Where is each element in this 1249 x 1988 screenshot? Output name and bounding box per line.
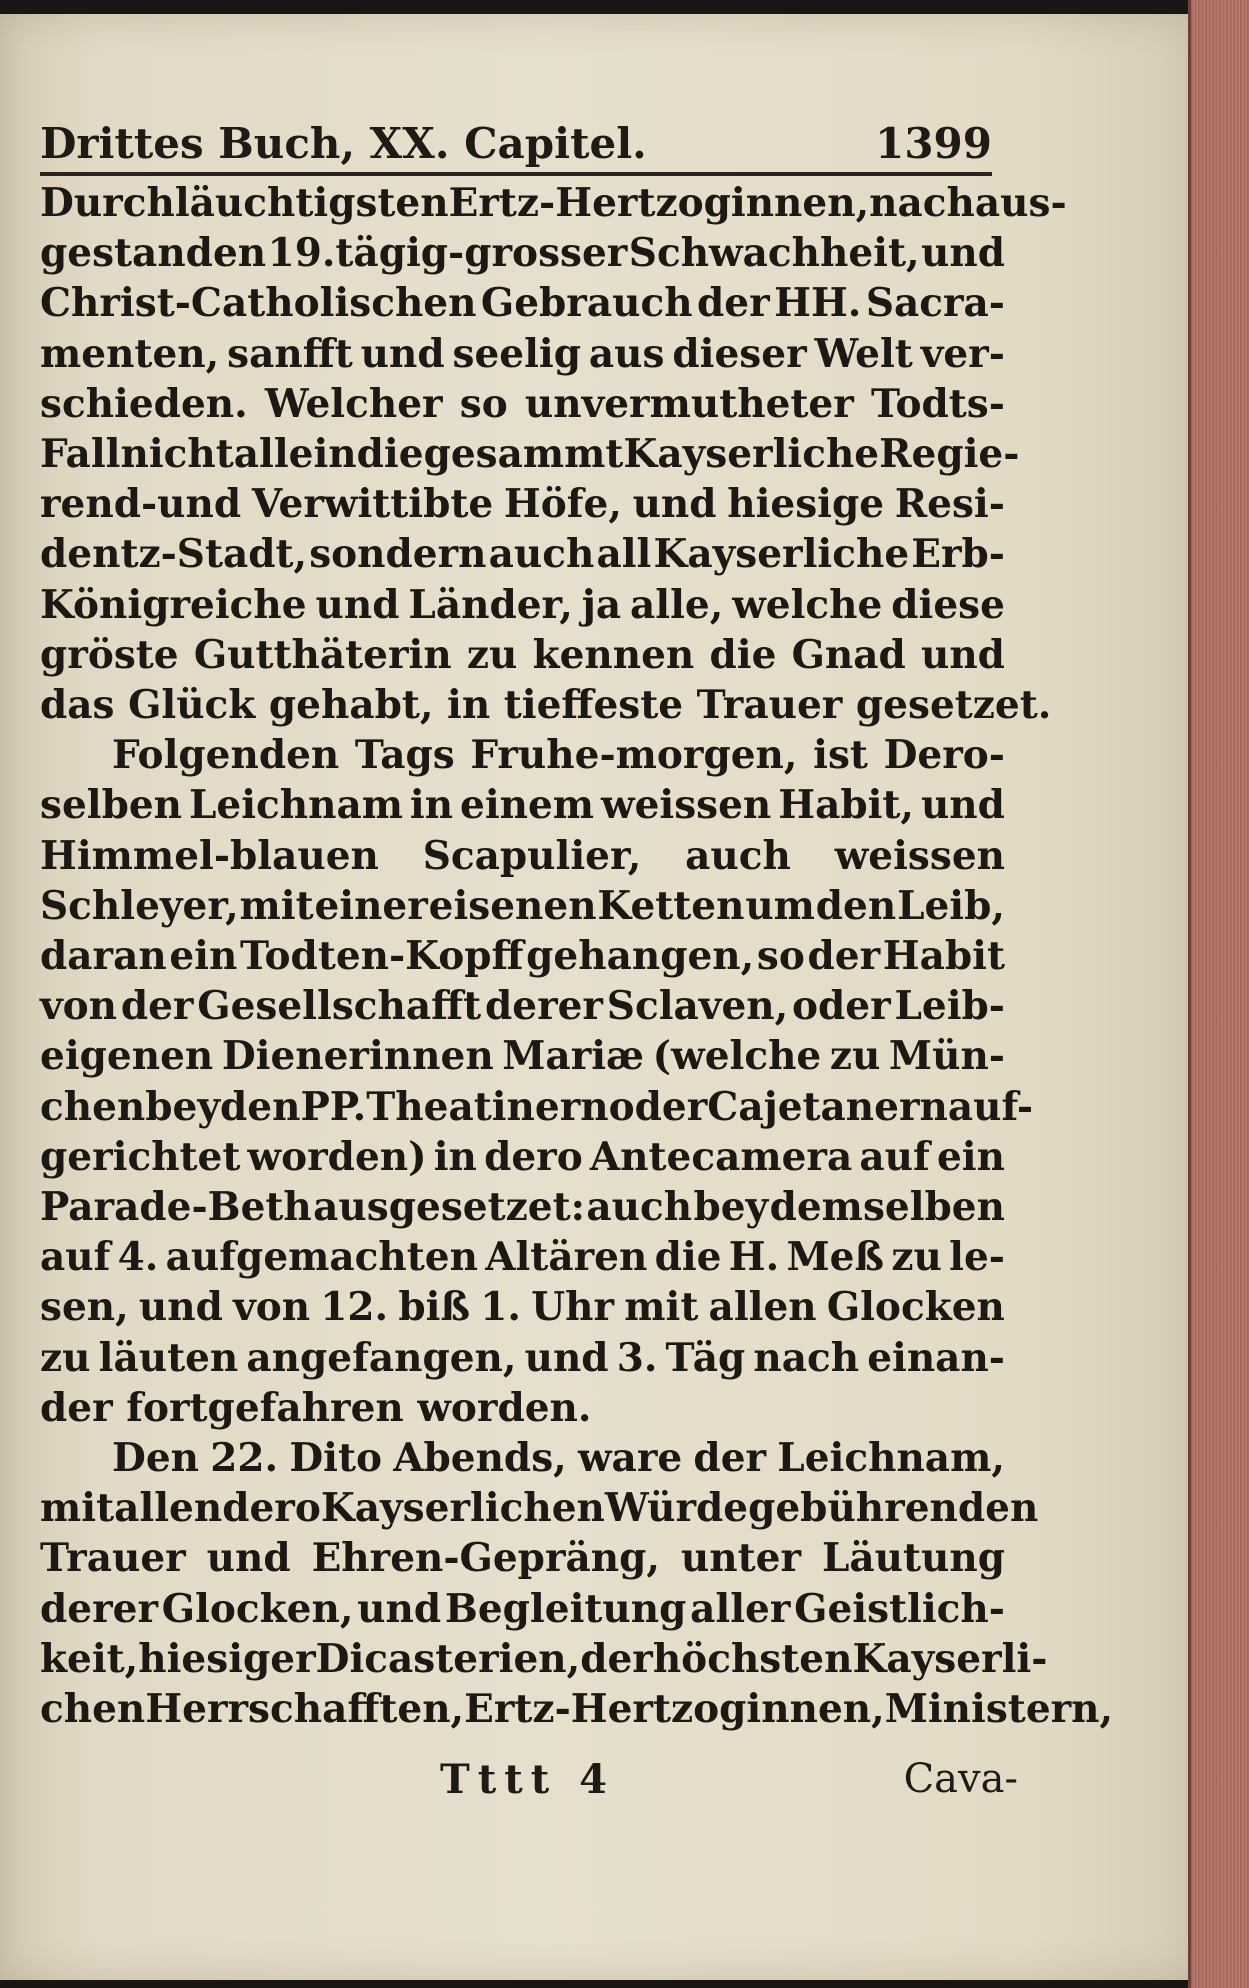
word: H.	[728, 1234, 780, 1281]
word: Antecamera	[589, 1133, 853, 1180]
text-line	[40, 1082, 1034, 1132]
word: und	[632, 481, 717, 528]
text-line	[40, 278, 1005, 328]
catchword: Cava-	[903, 1756, 1018, 1802]
word: PP.	[300, 1083, 367, 1130]
word: allen	[708, 1284, 817, 1331]
word: dentz-Stadt,	[40, 531, 308, 578]
word: Den	[112, 1435, 199, 1482]
word: Theatinern	[366, 1083, 609, 1130]
text-line	[40, 730, 1005, 780]
word: unter	[680, 1535, 802, 1582]
word: Cajetanern	[707, 1083, 948, 1130]
word: und	[138, 1284, 223, 1331]
word: Himmel-blauen	[40, 832, 379, 879]
book-page-edge	[1188, 0, 1249, 1988]
word: biß	[398, 1284, 471, 1331]
word: Trauer	[40, 1535, 186, 1582]
word: ist	[813, 732, 868, 779]
word: gebührenden	[748, 1485, 1039, 1532]
word: gehangen,	[526, 933, 755, 980]
word: Fall	[40, 431, 121, 478]
word: weissen	[601, 782, 772, 829]
text-line	[40, 1634, 1048, 1684]
word: läuten	[98, 1334, 239, 1381]
word: schieden.	[40, 380, 248, 427]
word: le-	[949, 1234, 1005, 1281]
word: einem	[460, 782, 595, 829]
word: und	[206, 1535, 291, 1582]
word: selben	[40, 782, 183, 829]
word: Erb-	[911, 531, 1005, 578]
word: gröste	[40, 631, 179, 678]
word: 22.	[210, 1435, 279, 1482]
word: Würde	[604, 1485, 749, 1532]
word: den	[220, 1083, 301, 1130]
word: auch	[488, 531, 595, 578]
text-line	[40, 780, 1005, 830]
word: zu	[891, 1234, 942, 1281]
word: nach	[869, 180, 975, 226]
word: seelig	[452, 330, 581, 377]
word: sanfft	[227, 330, 353, 377]
word: diese	[891, 581, 1005, 628]
word: ein	[936, 1133, 1005, 1180]
word: chen	[40, 1083, 146, 1130]
word: der	[120, 983, 194, 1030]
word: aus	[588, 330, 665, 377]
word: Dito	[289, 1435, 382, 1482]
text-line	[40, 881, 1005, 931]
word: keit,	[40, 1635, 139, 1682]
text-line	[40, 1684, 1114, 1734]
word: zu	[466, 631, 518, 678]
word: ware	[577, 1435, 683, 1482]
word: Dero-	[883, 732, 1005, 779]
word: nach	[753, 1334, 860, 1381]
word: höchsten	[652, 1635, 853, 1682]
text-line	[40, 1282, 1005, 1332]
word: die	[709, 631, 777, 678]
word: mit	[40, 1485, 115, 1532]
word: zu	[40, 1334, 91, 1381]
word: Folgenden	[112, 732, 340, 779]
text-line	[40, 1483, 1039, 1533]
word: Durchläuchtigsten	[40, 180, 449, 226]
word: und	[360, 330, 445, 377]
running-header	[40, 112, 992, 168]
word: Leichnam,	[777, 1435, 1005, 1482]
text-line	[40, 228, 1005, 278]
word: Todten-Kopff	[239, 933, 524, 980]
word: Meß	[786, 1234, 885, 1281]
word: Länder,	[408, 581, 573, 628]
word: auch	[586, 1184, 693, 1231]
word: Kayserliche	[623, 431, 880, 478]
word: Sclaven,	[606, 983, 789, 1030]
word: Begleitung	[444, 1585, 687, 1632]
word: Glocken,	[161, 1585, 354, 1632]
word: Gebrauch	[480, 280, 693, 327]
word: Resi-	[894, 481, 1005, 528]
text-line	[40, 1132, 1005, 1182]
word: Scapulier,	[422, 832, 642, 879]
word: dero	[484, 1133, 583, 1180]
word: ja	[581, 581, 622, 628]
word: Schleyer,	[40, 882, 239, 929]
word: aus-	[974, 180, 1067, 226]
text-line	[40, 981, 1005, 1031]
word: gesammt	[423, 431, 624, 478]
text-line	[40, 1333, 1005, 1383]
word: auf	[859, 1133, 930, 1180]
text-line	[40, 1584, 1005, 1634]
word: Schwachheit,	[628, 230, 920, 277]
page-number: 1399	[875, 119, 992, 168]
word: hiesiger	[138, 1635, 316, 1682]
word: Glocken	[826, 1284, 1005, 1331]
word: daran	[40, 933, 167, 980]
word: und	[921, 230, 1005, 277]
word: Kayserliche	[653, 531, 910, 578]
word: Altären	[485, 1234, 648, 1281]
word: Regie-	[879, 431, 1020, 478]
word: auch	[685, 832, 791, 879]
word: chen	[40, 1686, 146, 1733]
word: Parade-Beth	[40, 1184, 312, 1231]
header-title: Drittes Buch, XX. Capitel.	[40, 119, 647, 168]
text-line	[40, 1232, 1005, 1282]
word: eisenen	[428, 882, 597, 929]
word: rend-und	[40, 481, 242, 528]
word: die	[654, 1234, 722, 1281]
word: mit	[239, 882, 314, 929]
word: 3.	[616, 1334, 658, 1381]
word: und	[524, 1334, 609, 1381]
word: Kayserlichen	[320, 1485, 605, 1532]
word: sen,	[40, 1284, 129, 1331]
text-line	[40, 1533, 1005, 1583]
word: Welt	[814, 330, 913, 377]
word: Herrschafften,	[145, 1686, 465, 1733]
word: aufgemachten	[165, 1234, 478, 1281]
word: HH.	[774, 280, 862, 327]
word: der	[580, 1635, 653, 1682]
word: Geistlich-	[794, 1585, 1005, 1632]
word: mit	[624, 1284, 699, 1331]
word: und	[357, 1585, 442, 1632]
word: Kayserli-	[852, 1635, 1048, 1682]
word: einan-	[867, 1334, 1005, 1381]
word: angefangen,	[246, 1334, 517, 1381]
text-line	[40, 831, 1005, 881]
word: gerichtet	[40, 1133, 241, 1180]
word: in	[409, 782, 454, 829]
text-line	[40, 580, 1005, 630]
word: derer	[484, 983, 603, 1030]
word: um	[745, 882, 815, 929]
word: der	[693, 1435, 767, 1482]
word: weissen	[834, 832, 1005, 879]
word: 19.tägig-grosser	[267, 230, 628, 277]
word: so	[756, 933, 805, 980]
word: von	[40, 983, 118, 1030]
text-line	[40, 529, 1005, 579]
word: dieser	[672, 330, 807, 377]
word: der	[807, 933, 881, 980]
word: und	[920, 782, 1005, 829]
word: Läutung	[821, 1535, 1005, 1582]
word: allen	[114, 1485, 223, 1532]
word: Habit,	[778, 782, 915, 829]
word: die	[356, 431, 424, 478]
text-line	[40, 931, 1005, 981]
text-line	[40, 379, 1005, 429]
word: Leib,	[897, 882, 1005, 929]
word: in	[433, 1133, 477, 1180]
word: Ministern,	[884, 1686, 1114, 1733]
signature-mark: Tttt 4	[440, 1756, 615, 1803]
word: kennen	[532, 631, 695, 678]
text-line	[40, 329, 1005, 379]
word: und	[920, 631, 1005, 678]
word: all	[596, 531, 652, 578]
word: ausgesetzet:	[313, 1184, 585, 1231]
word: worden)	[247, 1133, 427, 1180]
word: Täg	[665, 1334, 746, 1381]
text-line	[40, 1182, 1005, 1232]
header-rule	[40, 172, 992, 176]
word: oder	[608, 1083, 708, 1130]
word: (welche	[652, 1033, 822, 1080]
word: einer	[314, 882, 428, 929]
word: ver-	[920, 330, 1005, 377]
word: 12.	[320, 1284, 389, 1331]
word: 4.	[117, 1234, 159, 1281]
word: Abends,	[393, 1435, 567, 1482]
word: Ehren-Gepräng,	[311, 1535, 660, 1582]
text-line	[40, 429, 1020, 479]
word: so	[459, 380, 508, 427]
word: bey	[693, 1184, 769, 1231]
text-line	[40, 1433, 1005, 1483]
word: menten,	[40, 330, 220, 377]
word: Ertz-Hertzoginnen,	[448, 180, 870, 226]
word: Mün-	[888, 1033, 1005, 1080]
word: ein	[169, 933, 238, 980]
word: hiesige	[727, 481, 885, 528]
word: Königreiche	[40, 581, 307, 628]
word: Gnad	[791, 631, 906, 678]
word: unvermutheter	[524, 380, 854, 427]
word: bey	[145, 1083, 221, 1130]
word: 1.	[480, 1284, 521, 1331]
word: von	[233, 1284, 311, 1331]
word: Gutthäterin	[193, 631, 452, 678]
word: alle,	[630, 581, 724, 628]
word: den	[815, 882, 897, 929]
word: Mariæ	[502, 1033, 645, 1080]
page-footer	[40, 1756, 1018, 1812]
text-line: das Glück gehabt, in tieffeste Trauer gesetzet.	[40, 682, 1052, 729]
word: demselben	[769, 1184, 1005, 1231]
word: zu	[829, 1033, 881, 1080]
word: Sacra-	[865, 280, 1005, 327]
word: oder	[792, 983, 891, 1030]
word: Ketten	[597, 882, 745, 929]
text-line	[40, 1031, 1005, 1081]
word: der	[697, 280, 770, 327]
word: Tags	[354, 732, 455, 779]
word: Welcher	[264, 380, 443, 427]
word: allein	[233, 431, 357, 478]
word: Fruhe-morgen,	[470, 732, 798, 779]
text-line: der fortgefahren worden.	[40, 1384, 592, 1431]
word: Todts-	[870, 380, 1005, 427]
text-line	[40, 479, 1005, 529]
word: welche	[732, 581, 883, 628]
word: auf-	[947, 1083, 1034, 1130]
word: Leib-	[894, 983, 1005, 1030]
word: auf	[40, 1234, 111, 1281]
text-line	[40, 630, 1005, 680]
word: derer	[40, 1585, 158, 1632]
word: gestanden	[40, 230, 267, 277]
book-page	[0, 14, 1200, 1980]
word: Gesellschafft	[197, 983, 482, 1030]
word: Christ-Catholischen	[40, 280, 477, 327]
word: Dienerinnen	[221, 1033, 494, 1080]
word: Verwittibte	[251, 481, 494, 528]
word: Uhr	[531, 1284, 615, 1331]
body-text	[40, 178, 1114, 1734]
word: aller	[690, 1585, 791, 1632]
word: dero	[222, 1485, 321, 1532]
word: Höfe,	[503, 481, 622, 528]
word: nicht	[120, 431, 234, 478]
word: eigenen	[40, 1033, 214, 1080]
word: Habit	[882, 933, 1005, 980]
word: Ertz-Hertzoginnen,	[464, 1686, 885, 1733]
word: Leichnam	[188, 782, 403, 829]
word: sondern	[309, 531, 487, 578]
text-line	[40, 178, 1067, 228]
word: Dicasterien,	[315, 1635, 581, 1682]
word: und	[315, 581, 400, 628]
